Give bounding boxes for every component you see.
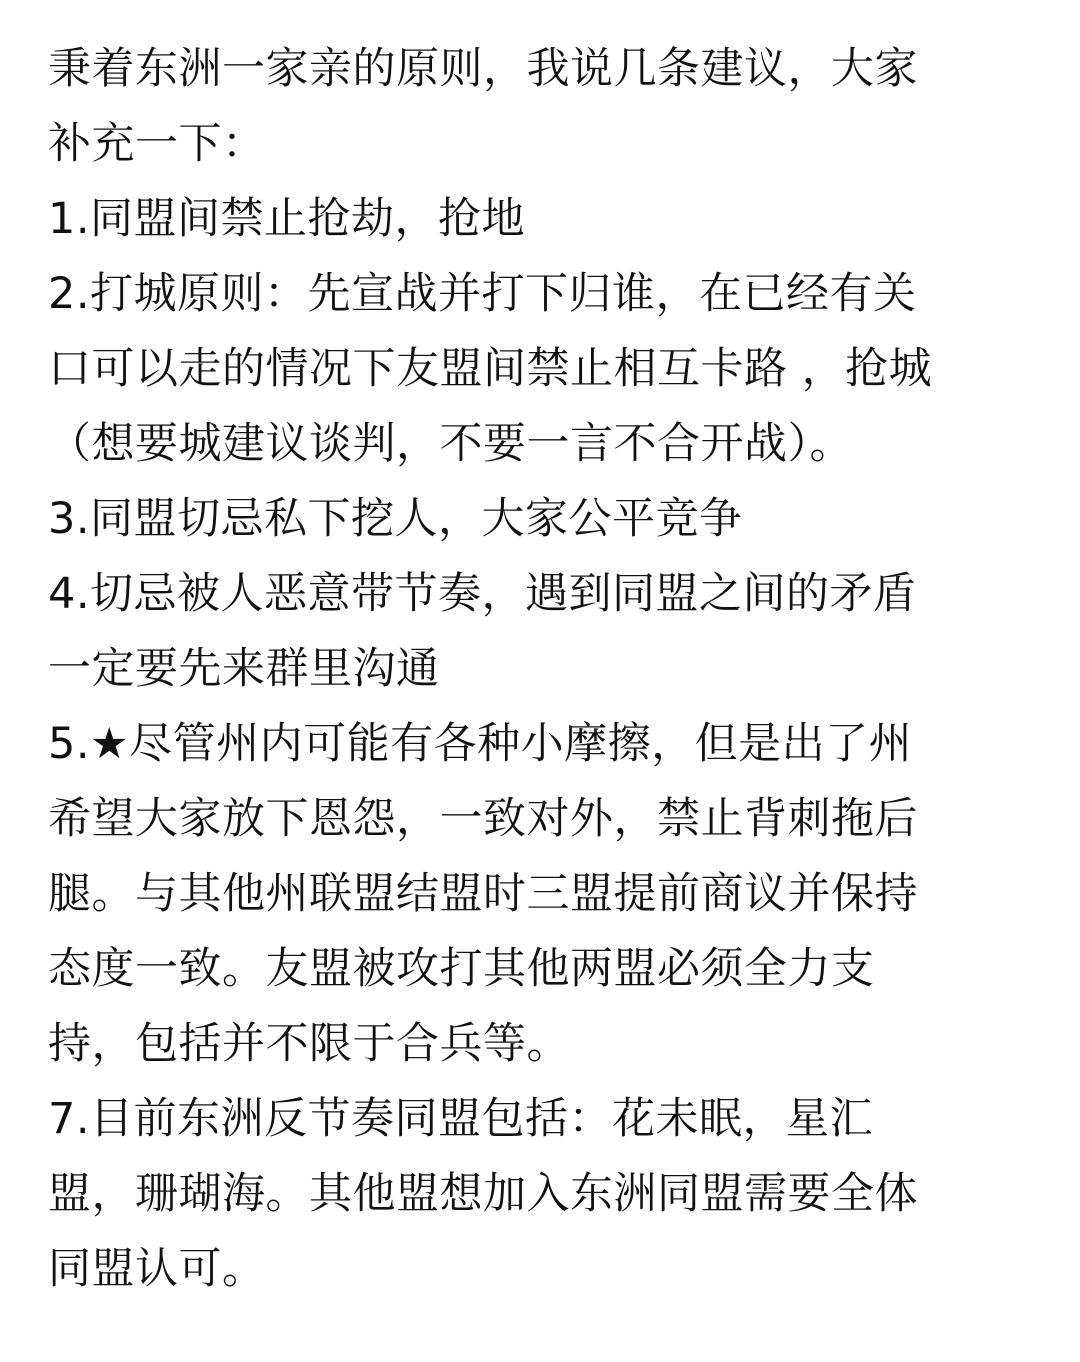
text-line: 秉着东洲一家亲的原则，我说几条建议，大家: [48, 44, 918, 94]
text-line: 盟，珊瑚海。其他盟想加入东洲同盟需要全体: [48, 1169, 918, 1219]
text-line: 一定要先来群里沟通: [48, 644, 440, 694]
text-line: 同盟认可。: [48, 1244, 266, 1294]
text-line: 持，包括并不限于合兵等。: [48, 1019, 570, 1069]
text-line: 希望大家放下恩怨，一致对外，禁止背刺拖后: [48, 794, 918, 844]
text-line: 5.★尽管州内可能有各种小摩擦，但是出了州: [48, 719, 913, 769]
text-line: （想要城建议谈判，不要一言不合开战）。: [48, 419, 853, 469]
text-line: 态度一致。友盟被攻打其他两盟必须全力支: [48, 944, 875, 994]
text-line: 2.打城原则：先宣战并打下归谁，在已经有关: [48, 269, 917, 319]
text-line: 腿。与其他州联盟结盟时三盟提前商议并保持: [48, 869, 918, 919]
text-line: 4.切忌被人恶意带节奏，遇到同盟之间的矛盾: [48, 569, 917, 619]
text-line: 补充一下：: [48, 119, 266, 169]
text-line: 7.目前东洲反节奏同盟包括：花未眠，星汇: [48, 1094, 874, 1144]
text-line: 3.同盟切忌私下挖人，大家公平竞争: [48, 494, 743, 544]
text-line: 1.同盟间禁止抢劫，抢地: [48, 194, 526, 244]
document-body: [48, 32, 1038, 1307]
text-line: 口可以走的情况下友盟间禁止相互卡路 ，抢城: [48, 344, 933, 394]
